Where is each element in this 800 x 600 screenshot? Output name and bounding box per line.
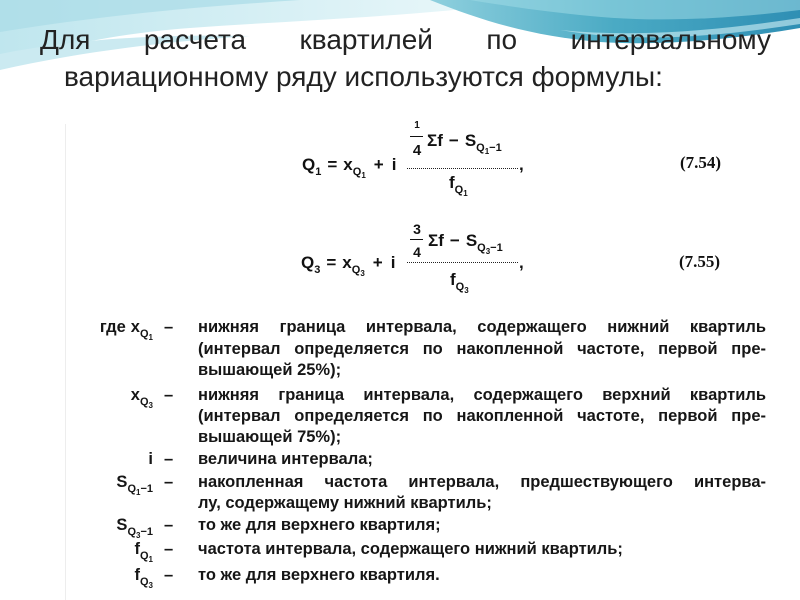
- definition-dash: –: [164, 566, 174, 584]
- equation-number-7-55: (7.55): [679, 252, 721, 271]
- s-subscript: [476, 139, 502, 158]
- formula-q3-fraction-bar: [407, 262, 518, 263]
- definition-s-q1-minus-1: [0, 471, 800, 497]
- symbol-letter: i: [148, 450, 153, 468]
- symbol-subscript-letter: Q: [139, 328, 149, 340]
- definition-symbol: [60, 448, 153, 470]
- symbol-letter: x: [130, 386, 140, 404]
- definition-dash: –: [164, 473, 174, 491]
- definition-symbol: [60, 316, 153, 342]
- definition-dash: –: [164, 450, 174, 468]
- symbol-subscript-letter: Q: [127, 526, 136, 538]
- formula-q3-comma: ,: [519, 253, 524, 272]
- x-symbol: x: [343, 155, 353, 174]
- definition-i: [0, 448, 800, 470]
- definition-text-line: (интервал определяется по накопленной частоте, первой пре-: [198, 340, 766, 358]
- symbol-letter: S: [116, 473, 128, 491]
- definition-dash: –: [164, 516, 174, 534]
- definition-text-line: накопленная частота интервала, предшествующего интерва-: [198, 473, 766, 491]
- slide-title-line-2: вариационному ряду используются формулы:: [64, 61, 663, 92]
- definition-x-q1: [0, 316, 800, 342]
- s-subscript-tail: −1: [489, 142, 502, 154]
- plus-sign: +: [372, 253, 383, 272]
- symbol-subscript: [140, 571, 153, 594]
- f-symbol: f: [450, 270, 456, 289]
- coefficient-numerator: 1: [414, 120, 420, 131]
- s-symbol: S: [464, 131, 477, 150]
- minus-sign: −: [449, 231, 460, 250]
- definition-text-line: нижняя граница интервала, содержащего верхний квартиль: [198, 386, 766, 404]
- sum-symbol: Σf: [428, 231, 444, 250]
- formula-q1-comma: ,: [519, 155, 524, 174]
- definition-symbol: [60, 471, 153, 497]
- coefficient-fraction-bar: [410, 239, 423, 240]
- symbol-subscript-letter: Q: [139, 550, 149, 562]
- symbol-letter: x: [130, 318, 140, 336]
- definition-symbol: [60, 384, 153, 410]
- s-subscript-letter: Q: [477, 242, 486, 254]
- minus-sign: −: [448, 131, 459, 150]
- s-subscript-index: 3: [485, 247, 491, 256]
- s-subscript: [477, 239, 503, 258]
- x-subscript-index: 3: [360, 269, 365, 278]
- formula-q1-denominator: [449, 173, 468, 198]
- x-subscript-letter: Q: [351, 264, 361, 276]
- coefficient-denominator: 4: [412, 142, 422, 159]
- formula-q3-left-side: [301, 253, 396, 278]
- coefficient-fraction-bar: [410, 136, 423, 137]
- definition-dash: –: [164, 540, 174, 558]
- symbol-letter: f: [134, 540, 140, 558]
- coefficient-denominator: 4: [413, 244, 421, 260]
- formula-q3-numerator: [428, 231, 503, 256]
- definition-text-line: величина интервала;: [198, 450, 373, 468]
- coefficient-numerator: 3: [413, 221, 421, 237]
- x-subscript: [353, 163, 366, 182]
- definition-text-line: вышающей 75%);: [198, 428, 342, 446]
- definition-x-q3: [0, 384, 800, 410]
- q-symbol: Q: [302, 155, 316, 174]
- s-subscript-tail: −1: [490, 242, 503, 254]
- q-index: 1: [315, 166, 322, 178]
- symbol-subscript-index: 1: [148, 555, 153, 564]
- definition-x-q1-continued: [0, 338, 800, 360]
- definition-f-q1: [0, 538, 800, 564]
- symbol-subscript-letter: Q: [139, 576, 149, 588]
- formula-q1-fraction-bar: [407, 168, 518, 169]
- f-subscript: [455, 181, 468, 200]
- q-symbol: Q: [301, 253, 315, 272]
- symbol-subscript-index: 3: [136, 531, 141, 540]
- f-subscript: [456, 278, 469, 297]
- definition-x-q3-continued: [0, 405, 800, 427]
- plus-sign: +: [373, 155, 384, 174]
- formula-q1-left-side: [302, 155, 397, 180]
- sum-symbol: Σf: [427, 131, 443, 150]
- definition-symbol: [60, 514, 153, 540]
- q-index: 3: [314, 264, 321, 276]
- x-subscript-letter: Q: [352, 166, 362, 178]
- definition-s-q1-minus-1-continued: [0, 492, 800, 514]
- definition-text-line: то же для верхнего квартиля.: [198, 566, 440, 584]
- s-symbol: S: [465, 231, 478, 250]
- equals-sign: =: [327, 155, 338, 174]
- f-subscript-letter: Q: [454, 184, 464, 196]
- symbol-subscript-index: 3: [148, 401, 153, 410]
- definition-dash: –: [164, 318, 174, 336]
- s-subscript-index: 1: [484, 147, 490, 156]
- definition-x-q3-continued: [0, 426, 800, 448]
- f-subscript-letter: Q: [455, 281, 465, 293]
- f-symbol: f: [449, 173, 455, 192]
- x-subscript-index: 1: [361, 171, 366, 180]
- definition-prefix: где: [99, 318, 126, 336]
- definition-symbol: [60, 538, 153, 564]
- formula-q3-denominator: [450, 270, 469, 295]
- symbol-letter: S: [116, 516, 128, 534]
- symbol-subscript-letter: Q: [127, 483, 136, 495]
- slide-title-line-1: Для расчета квартилей по интервальному: [40, 24, 771, 55]
- interval-symbol: i: [390, 253, 396, 272]
- x-symbol: x: [342, 253, 352, 272]
- s-subscript-letter: Q: [476, 142, 485, 154]
- f-subscript-index: 1: [463, 189, 468, 198]
- definition-dash: –: [164, 386, 174, 404]
- definition-text-line: то же для верхнего квартиля;: [198, 516, 441, 534]
- x-subscript: [352, 261, 365, 280]
- formula-q1-numerator: [427, 131, 502, 156]
- definition-text-line: лу, содержащему нижний квартиль;: [198, 494, 492, 512]
- interval-symbol: i: [391, 155, 397, 174]
- symbol-subscript-tail: −1: [140, 483, 153, 495]
- f-subscript-index: 3: [464, 286, 469, 295]
- definition-text-line: (интервал определяется по накопленной частоте, первой пре-: [198, 407, 766, 425]
- definition-x-q1-continued: [0, 359, 800, 381]
- definition-text-line: вышающей 25%);: [198, 361, 342, 379]
- symbol-letter: f: [134, 566, 140, 584]
- symbol-subscript-tail: −1: [140, 526, 153, 538]
- symbol-subscript-index: 1: [148, 333, 153, 342]
- definition-text-line: частота интервала, содержащего нижний квартиль;: [198, 540, 623, 558]
- definition-symbol: [60, 564, 153, 590]
- symbol-subscript-letter: Q: [139, 396, 149, 408]
- symbol-subscript-index: 1: [136, 488, 141, 497]
- symbol-subscript-index: 3: [148, 581, 153, 590]
- definition-s-q3-minus-1: [0, 514, 800, 540]
- equation-number-7-54: (7.54): [680, 153, 722, 172]
- definition-f-q3: [0, 564, 800, 590]
- definition-text-line: нижняя граница интервала, содержащего нижний квартиль: [198, 318, 766, 336]
- equals-sign: =: [326, 253, 337, 272]
